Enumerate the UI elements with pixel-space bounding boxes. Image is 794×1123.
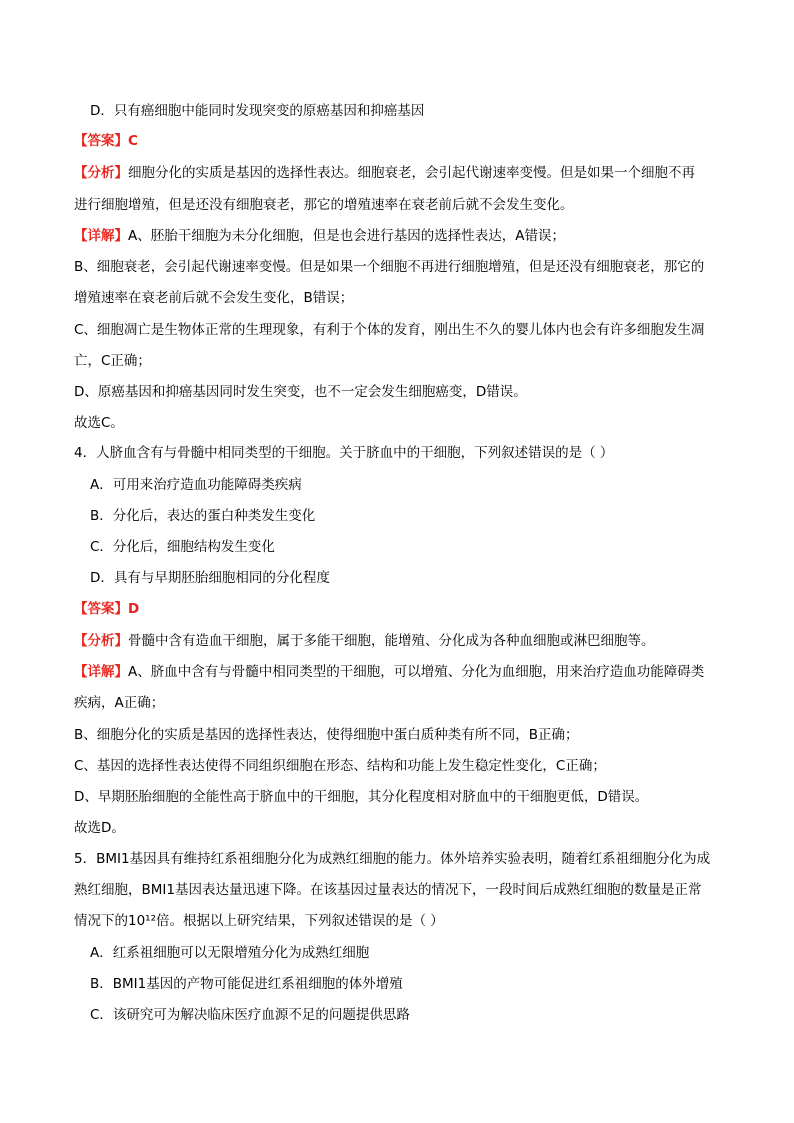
- q3-detail-line-b2: 增殖速率在衰老前后就不会发生变化，B错误；: [74, 290, 354, 306]
- q5-option-a: A．红系祖细胞可以无限增殖分化为成熟红细胞: [90, 945, 370, 961]
- q5-option-b: B．BMI1基因的产物可能促进红系祖细胞的体外增殖: [90, 976, 403, 992]
- q4-option-c: C．分化后，细胞结构发生变化: [90, 539, 275, 555]
- q4-option-b: B．分化后，表达的蛋白种类发生变化: [90, 508, 316, 524]
- detail-text: A、胚胎干细胞为未分化细胞，但是也会进行基因的选择性表达，A错误；: [128, 228, 565, 244]
- q4-option-a: A．可用来治疗造血功能障碍类疾病: [90, 477, 302, 493]
- analysis-text: 骨髓中含有造血干细胞，属于多能干细胞，能增殖、分化成为各种血细胞或淋巴细胞等。: [128, 633, 655, 649]
- q3-detail-line-c1: C、细胞凋亡是生物体正常的生理现象，有利于个体的发育，刚出生不久的婴儿体内也会有许多细胞发生凋: [74, 322, 705, 338]
- q4-detail-line-d: D、早期胚胎细胞的全能性高于脐血中的干细胞，其分化程度相对脐血中的干细胞更低，D错误。: [74, 789, 649, 805]
- answer-value: C: [128, 133, 138, 149]
- q3-detail-line-b1: B、细胞衰老，会引起代谢速率变慢。但是如果一个细胞不再进行细胞增殖，但是还没有细胞衰老，那它的: [74, 259, 705, 275]
- q3-answer-line: [74, 131, 734, 151]
- q3-detail-line-a: [74, 226, 734, 246]
- analysis-label: 【分析】: [74, 165, 128, 181]
- q4-detail-line-c: C、基因的选择性表达使得不同组织细胞在形态、结构和功能上发生稳定性变化，C正确；: [74, 758, 606, 774]
- q5-stem-line-3: 情况下的10¹²倍。根据以上研究结果，下列叙述错误的是（ ）: [74, 913, 444, 929]
- answer-value: D: [128, 601, 140, 617]
- q3-analysis-line-1: [74, 163, 734, 183]
- q4-detail-line-a2: 疾病，A正确；: [74, 695, 165, 711]
- q4-detail-line-b: B、细胞分化的实质是基因的选择性表达，使得细胞中蛋白质种类有所不同，B正确；: [74, 727, 579, 743]
- q5-option-c: C．该研究可为解决临床医疗血源不足的问题提供思路: [90, 1007, 410, 1023]
- answer-label: 【答案】: [74, 133, 128, 149]
- q5-stem-line-1: 5．BMI1基因具有维持红系祖细胞分化为成熟红细胞的能力。体外培养实验表明，随着红系祖细胞分化为成: [74, 851, 711, 867]
- answer-label: 【答案】: [74, 601, 128, 617]
- q4-answer-line: [74, 599, 734, 619]
- analysis-text: 细胞分化的实质是基因的选择性表达。细胞衰老，会引起代谢速率变慢。但是如果一个细胞不再: [128, 165, 695, 181]
- detail-label: 【详解】: [74, 664, 128, 680]
- detail-text: A、脐血中含有与骨髓中相同类型的干细胞，可以增殖、分化为血细胞，用来治疗造血功能障碍类: [128, 664, 705, 680]
- q4-analysis-line-1: [74, 631, 734, 651]
- detail-label: 【详解】: [74, 228, 128, 244]
- q3-conclusion: 故选C。: [74, 415, 124, 431]
- q4-detail-line-a1: [74, 662, 734, 682]
- analysis-label: 【分析】: [74, 633, 128, 649]
- q4-option-d: D．具有与早期胚胎细胞相同的分化程度: [90, 570, 330, 586]
- q5-stem-line-2: 熟红细胞，BMI1基因表达量迅速下降。在该基因过量表达的情况下，一段时间后成熟红细胞的数量是正常: [74, 882, 702, 898]
- q3-detail-line-c2: 亡，C正确；: [74, 353, 151, 369]
- q4-conclusion: 故选D。: [74, 820, 125, 836]
- q3-detail-line-d: D、原癌基因和抑癌基因同时发生突变，也不一定会发生细胞癌变，D错误。: [74, 384, 527, 400]
- q3-option-d: D．只有癌细胞中能同时发现突变的原癌基因和抑癌基因: [90, 103, 425, 119]
- q4-stem: 4．人脐血含有与骨髓中相同类型的干细胞。关于脐血中的干细胞，下列叙述错误的是（ ）: [74, 445, 614, 461]
- q3-analysis-line-2: 进行细胞增殖，但是还没有细胞衰老，那它的增殖速率在衰老前后就不会发生变化。: [74, 197, 574, 213]
